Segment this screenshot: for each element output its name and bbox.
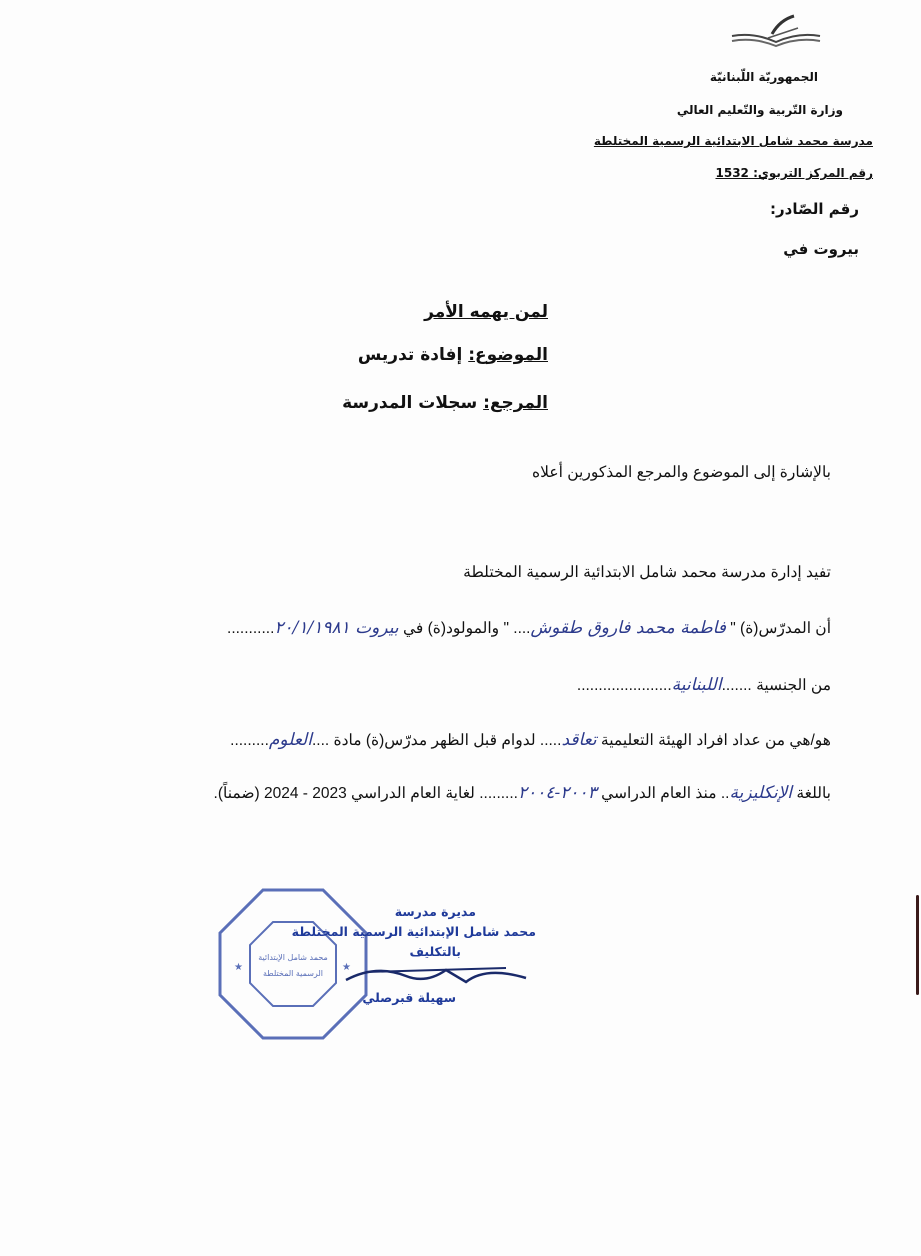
status-handwritten: تعاقد [561, 730, 597, 750]
school-name: مدرسة محمد شامل الابتدائية الرسمية المختلطة [593, 134, 873, 148]
nationality-label: من الجنسية [756, 677, 831, 694]
body-line-2 [227, 618, 831, 638]
reference-label: المرجع: [483, 393, 548, 413]
dots: ........... [227, 620, 275, 637]
page-edge-shadow [916, 895, 919, 995]
subject-handwritten: العلوم [268, 730, 312, 750]
body-line-1: تفيد إدارة مدرسة محمد شامل الابتدائية الرسمية المختلطة [463, 564, 831, 581]
language-handwritten: الإنكليزية [729, 783, 792, 803]
body-line-3 [577, 675, 831, 695]
subject-teacher-label: لدوام قبل الظهر مدرّس(ة) مادة [333, 732, 536, 749]
dots: .... [311, 732, 330, 749]
reference-value: سجلات المدرسة [342, 393, 478, 413]
birth-handwritten: بيروت ٢٠/١/١٩٨١ [274, 618, 399, 638]
center-number: رقم المركز التربوي: 1532 [715, 166, 873, 180]
beirut-on-label: بيروت في [783, 240, 859, 258]
intro-line: بالإشارة إلى الموضوع والمرجع المذكورين أعلاه [532, 464, 831, 481]
svg-text:الرسمية المختلطة: الرسمية المختلطة [262, 969, 324, 978]
subject-line [358, 345, 548, 365]
subject-label: الموضوع: [468, 345, 548, 365]
handwritten-signature [336, 962, 536, 988]
dots: ...................... [576, 677, 672, 694]
born-in-label: " والمولود(ة) في [402, 620, 509, 637]
svg-text:★: ★ [342, 962, 351, 973]
language-label: باللغة [796, 785, 831, 802]
subject-value: إفادة تدريس [357, 345, 463, 365]
signature-block [292, 902, 536, 1008]
signature-title-2: محمد شامل الإبتدائية الرسمية المختلطة [291, 924, 536, 939]
svg-text:محمد شامل الإبتدائية: محمد شامل الإبتدائية [258, 953, 328, 962]
outgoing-number-label: رقم الصّادر: [770, 200, 859, 218]
signature-title-3: بالتكليف [409, 944, 461, 959]
dots: ..... [539, 732, 562, 749]
since-year-label: منذ العام الدراسي [601, 785, 717, 802]
nationality-handwritten: اللبنانية [671, 675, 722, 695]
republic-title: الجمهوريّة اللّبنانيّة [709, 70, 818, 84]
body-line-5 [214, 783, 831, 803]
since-year-handwritten: ٢٠٠٣-٢٠٠٤ [517, 783, 597, 803]
svg-text:★: ★ [234, 962, 243, 973]
dots: ......... [479, 785, 518, 802]
staff-label: هو/هي من عداد افراد الهيئة التعليمية [600, 732, 831, 749]
ministry-title: وزارة التّربية والتّعليم العالي [676, 103, 843, 117]
until-year-label: لغاية العام الدراسي 2023 - 2024 (ضمناً). [213, 785, 475, 802]
dots: ....... [721, 677, 752, 694]
signature-title-1: مديرة مدرسة [394, 904, 476, 919]
dots: .... [513, 620, 531, 637]
reference-line [342, 393, 548, 413]
signatory-name: سهيلة قبرصلي [362, 990, 456, 1005]
to-whom-heading: لمن يهمه الأمر [424, 302, 548, 322]
body-line-4 [230, 730, 831, 750]
teacher-name-handwritten: فاطمة محمد فاروق طقوش [530, 618, 726, 638]
teacher-prefix: أن المدرّس(ة) " [730, 620, 831, 637]
dots: ......... [230, 732, 269, 749]
book-logo-icon [728, 14, 824, 48]
dots: .. [720, 785, 730, 802]
